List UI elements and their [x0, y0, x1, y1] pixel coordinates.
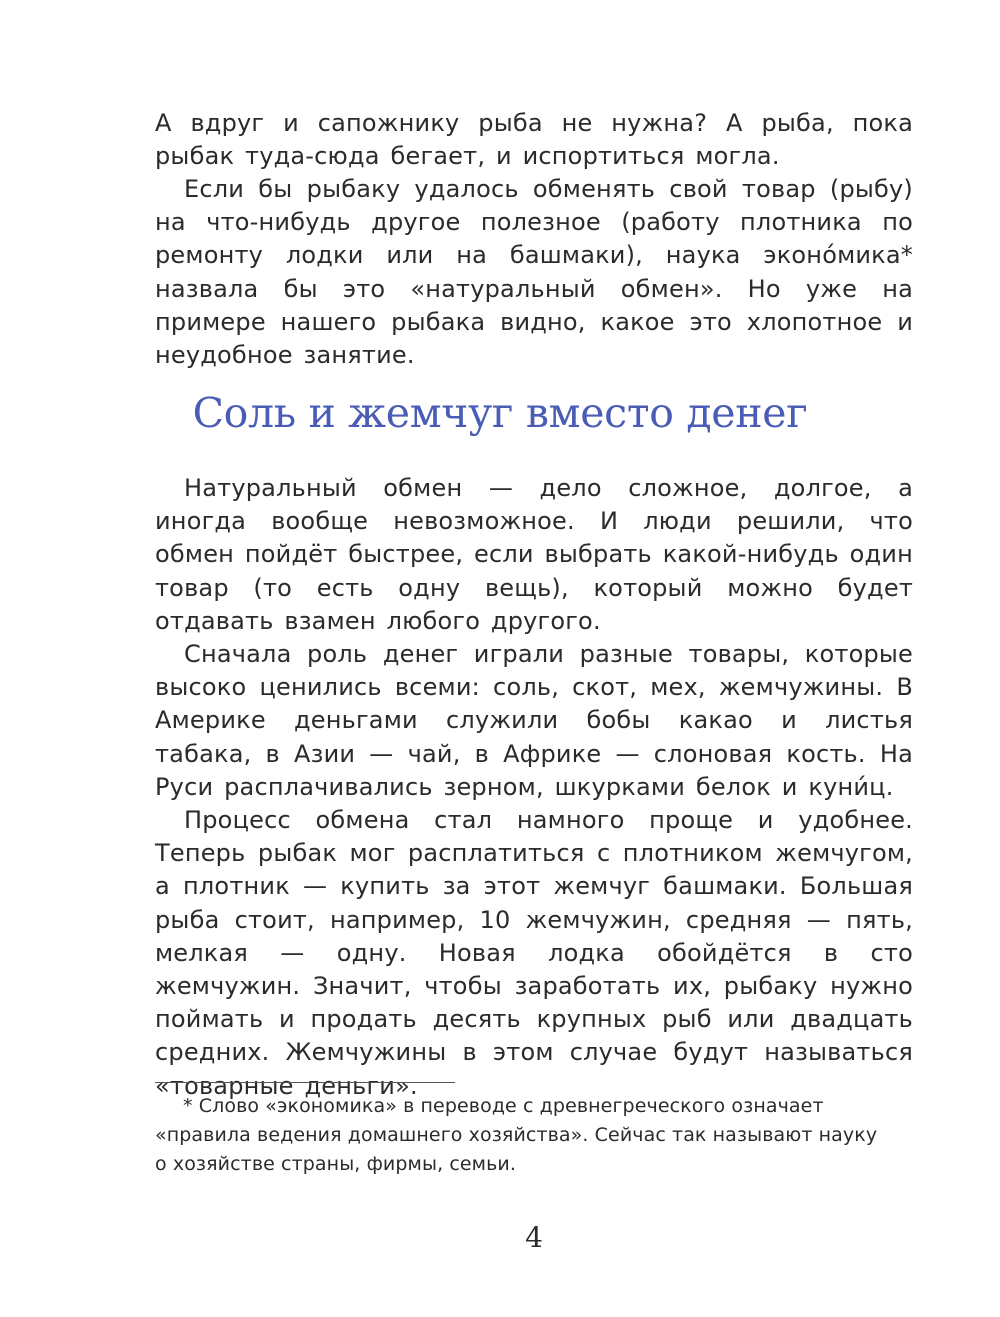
section-heading: Соль и жемчуг вместо денег [192, 389, 808, 437]
paragraph-natural-exchange: Если бы рыбаку удалось обменять свой товар (рыбу) на что-нибудь другое полезное (работу плотника по ремонту лодки или на башмаки), наука эконо́мика* назвала бы это «натуральный обмен». Но уже на примере нашего рыбака видно, какое это хлопотное и неудобное занятие. [155, 175, 913, 370]
paragraph-pearls-example: Процесс обмена стал намного проще и удобнее. Теперь рыбак мог расплатиться с плотником жемчугом, а плотник — купить за этот жемчуг башмаки. Большая рыба стоит, например, 10 жемчужин, средняя — пять, мелкая — одну. Новая лодка обойдётся в сто жемчужин. Значит, чтобы заработать их, рыбаку нужно поймать и продать десять крупных рыб или двадцать средних. Жемчужины в этом случае будут называться «товарные деньги». [155, 806, 913, 1100]
paragraph-commodity-money: Сначала роль денег играли разные товары, которые высоко ценились всеми: соль, скот, мех, жемчужины. В Америке деньгами служили бобы какао и листья табака, в Азии — чай, в Африке — слоновая кость. На Руси расплачивались зерном, шкурками белок и куни́ц. [155, 640, 913, 801]
paragraph-exchange-difficulty: Натуральный обмен — дело сложное, долгое, а иногда вообще невозможное. И люди решили, что обмен пойдёт быстрее, если выбрать какой-нибудь один товар (то есть одну вещь), который можно будет отдавать взамен любого другого. [155, 474, 913, 635]
paragraph-shoemaker: А вдруг и сапожнику рыба не нужна? А рыба, пока рыбак туда-сюда бегает, и испортиться могла. [155, 109, 913, 171]
footnote: * Слово «экономика» в переводе с древнегреческого означает «правила ведения домашнего хозяйства». Сейчас так называют науку о хозяйстве страны, фирмы, семьи. [155, 1095, 878, 1175]
book-page [155, 0, 913, 1317]
page-number: 4 [525, 1221, 543, 1254]
footnote-divider [155, 1082, 455, 1083]
